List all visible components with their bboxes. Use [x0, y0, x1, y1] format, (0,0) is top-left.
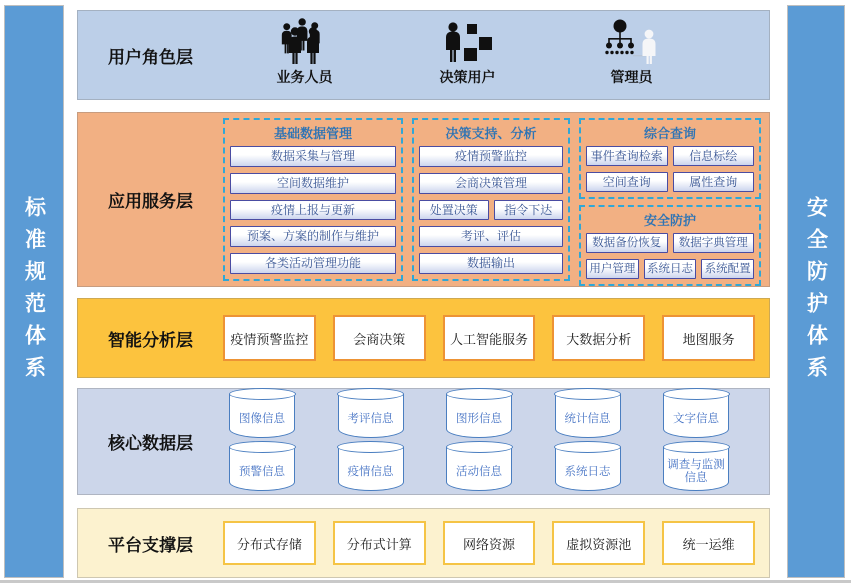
layer-label: 平台支撑层 — [108, 535, 193, 555]
group-security-protection — [579, 205, 761, 286]
platform-support-layer — [77, 508, 770, 578]
analysis-service-item: 疫情预警监控 — [223, 315, 316, 361]
core-data-layer — [77, 388, 770, 495]
platform-items — [223, 521, 769, 565]
left-bar-label: 标准规范体系 — [22, 195, 46, 388]
item-row — [586, 259, 754, 279]
item-row — [230, 253, 396, 274]
app-service-item: 数据备份恢复 — [586, 233, 668, 253]
group-basic-data-management — [223, 118, 403, 281]
database-cylinder: 疫情信息 — [338, 447, 404, 491]
analysis-service-item: 人工智能服务 — [443, 315, 536, 361]
app-service-item: 数据字典管理 — [673, 233, 755, 253]
analysis-service-item: 会商决策 — [333, 315, 426, 361]
layer-label: 应用服务层 — [108, 192, 193, 211]
item-row — [419, 173, 563, 194]
database-cylinder: 图形信息 — [446, 394, 512, 438]
group-items — [586, 146, 754, 192]
platform-resource-item: 网络资源 — [443, 521, 536, 565]
analysis-service-item: 地图服务 — [662, 315, 755, 361]
database-grid — [223, 390, 769, 493]
group-title: 决策支持、分析 — [445, 126, 537, 141]
group-title: 安全防护 — [643, 213, 696, 228]
app-service-item: 各类活动管理功能 — [230, 253, 396, 274]
app-service-item: 空间查询 — [586, 172, 668, 192]
database-cylinder: 文字信息 — [663, 394, 729, 438]
platform-resource-item: 统一运维 — [662, 521, 755, 565]
layer-label: 智能分析层 — [108, 330, 193, 350]
user-role-layer — [77, 10, 770, 100]
app-service-item: 指令下达 — [494, 200, 564, 221]
item-row — [230, 146, 396, 167]
group-comprehensive-query — [579, 118, 761, 199]
database-cylinder: 考评信息 — [338, 394, 404, 438]
group-items — [419, 146, 563, 274]
group-title: 基础数据管理 — [273, 126, 352, 141]
app-service-item: 事件查询检索 — [586, 146, 668, 166]
database-cylinder: 活动信息 — [446, 447, 512, 491]
right-groups-column — [579, 118, 761, 281]
app-service-item: 信息标绘 — [673, 146, 755, 166]
users-group-icon — [277, 18, 333, 64]
app-service-item: 系统日志 — [644, 259, 697, 279]
item-row — [229, 394, 729, 438]
standards-spec-system-bar — [4, 5, 64, 578]
app-service-item: 疫情上报与更新 — [230, 200, 396, 221]
role-admin — [603, 18, 661, 87]
item-row — [586, 146, 754, 166]
layer-label: 用户角色层 — [108, 47, 193, 67]
app-service-item: 空间数据维护 — [230, 173, 396, 194]
group-items — [230, 146, 396, 274]
item-row — [419, 200, 563, 221]
app-service-item: 系统配置 — [701, 259, 754, 279]
right-bar-label: 安全防护体系 — [804, 195, 828, 388]
app-service-item: 数据输出 — [419, 253, 563, 274]
app-service-item: 数据采集与管理 — [230, 146, 396, 167]
app-service-item: 会商决策管理 — [419, 173, 563, 194]
database-cylinder: 预警信息 — [229, 447, 295, 491]
app-service-item: 处置决策 — [419, 200, 489, 221]
app-service-item: 疫情预警监控 — [419, 146, 563, 167]
role-business-user — [277, 18, 333, 87]
group-title: 综合查询 — [643, 126, 696, 141]
role-decision-user — [440, 18, 496, 87]
database-cylinder: 系统日志 — [555, 447, 621, 491]
app-service-item: 预案、方案的制作与维护 — [230, 226, 396, 247]
group-decision-support — [412, 118, 570, 281]
item-row — [229, 447, 729, 491]
platform-resource-item: 分布式存储 — [223, 521, 316, 565]
item-row — [586, 233, 754, 253]
platform-resource-item: 分布式计算 — [333, 521, 426, 565]
database-cylinder: 调查与监测信息 — [663, 447, 729, 491]
platform-resource-item: 虚拟资源池 — [552, 521, 645, 565]
application-service-layer — [77, 112, 770, 287]
role-label: 决策用户 — [439, 68, 496, 85]
item-row — [230, 200, 396, 221]
app-service-groups — [223, 118, 769, 281]
layer-label: 核心数据层 — [108, 434, 193, 453]
analysis-service-item: 大数据分析 — [552, 315, 645, 361]
item-row — [419, 253, 563, 274]
group-items — [586, 233, 754, 279]
database-cylinder: 统计信息 — [555, 394, 621, 438]
role-label: 业务人员 — [276, 68, 333, 85]
decision-user-icon — [442, 18, 494, 64]
role-label: 管理员 — [610, 68, 653, 85]
intelligent-analysis-layer — [77, 298, 770, 378]
item-row — [419, 226, 563, 247]
app-service-item: 考评、评估 — [419, 226, 563, 247]
security-protection-system-bar — [787, 5, 845, 578]
item-row — [230, 226, 396, 247]
admin-orgchart-icon — [603, 18, 661, 64]
roles-row — [223, 18, 769, 93]
item-row — [586, 172, 754, 192]
item-row — [230, 173, 396, 194]
app-service-item: 用户管理 — [586, 259, 639, 279]
database-cylinder: 图像信息 — [229, 394, 295, 438]
analysis-items — [223, 315, 769, 361]
app-service-item: 属性查询 — [673, 172, 755, 192]
item-row — [419, 146, 563, 167]
